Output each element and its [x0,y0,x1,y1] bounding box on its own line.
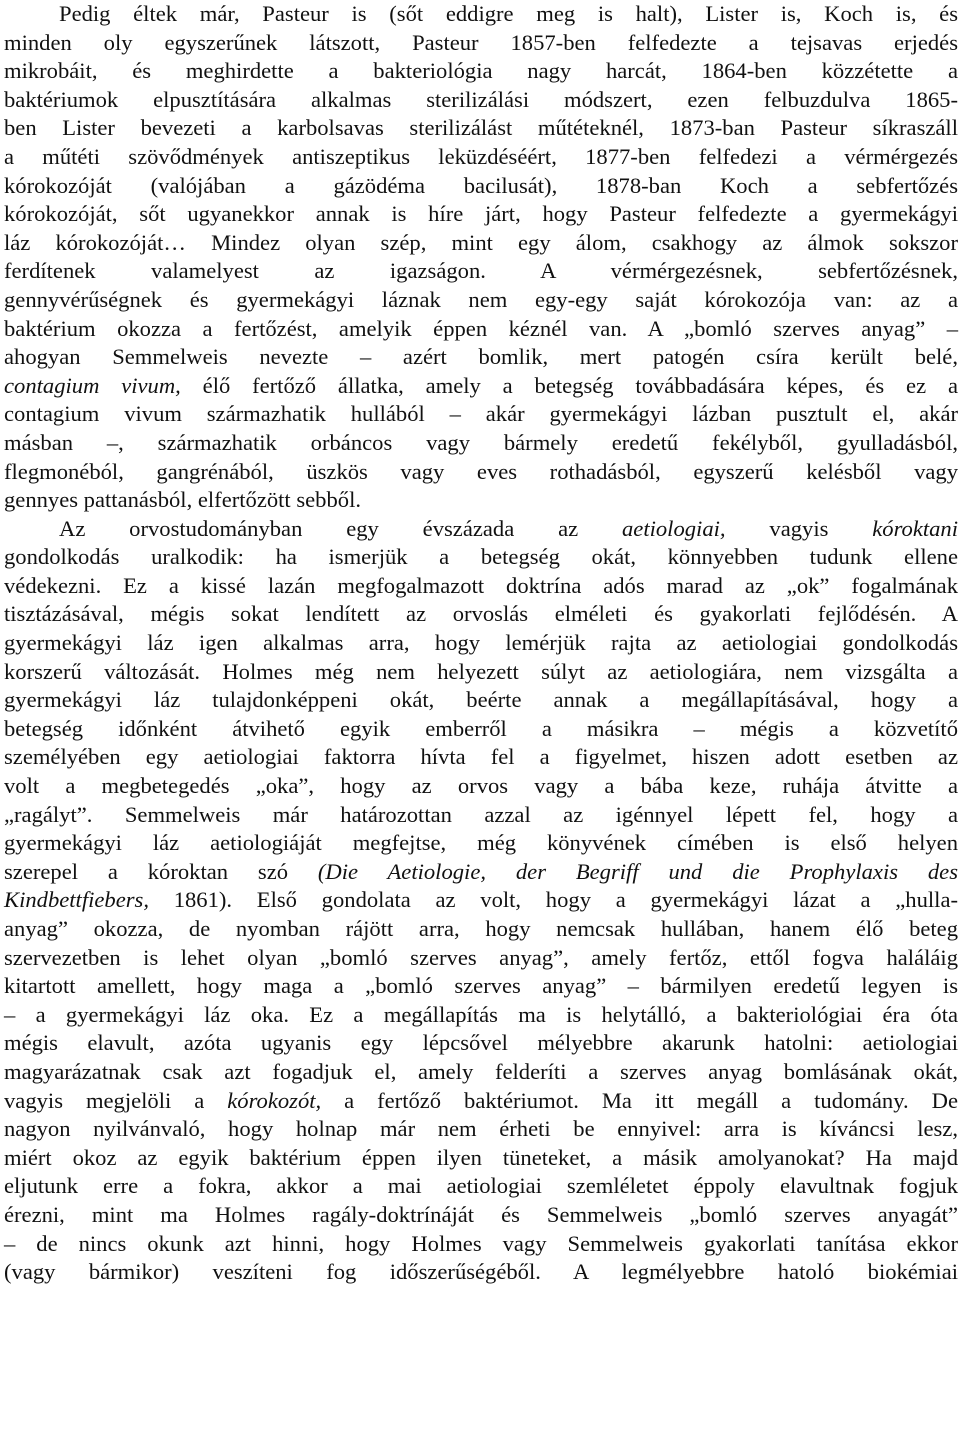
line-text: flegmonéból, gangrénából, üszkös vagy eves rothadásból, egyszerű kelésből vagy [4,458,958,484]
line-text: védekezni. Ez a kissé lazán megfogalmazott doktrína adós marad az „ok” fogalmának [4,572,958,598]
text-line [4,57,958,86]
line-text: szervezetben is lehet olyan „bomló szerves anyag”, amely fertőz, ettől fogva haláláig [4,944,958,970]
line-text: contagium vivum származhatik hullából – akár gyermekágyi lázban pusztult el, akár [4,401,958,427]
text-line [4,886,958,915]
text-line [4,1201,958,1230]
text-line [4,801,958,830]
text-line [4,257,958,286]
line-text: gyermekágyi láz igen alkalmas arra, hogy lemérjük rajta az aetiologiai gondolkodás [4,630,958,656]
text-line [4,1058,958,1087]
text-line [4,29,958,58]
italic-text: aetiologiai, [622,515,726,541]
line-text: korszerű változását. Holmes még nem helyezett súlyt az aetiologiára, nem vizsgálta a [4,658,958,684]
text-line [4,1115,958,1144]
italic-text: Kindbettfiebers, [4,887,149,913]
line-text: (vagy bármikor) veszíteni fog időszerűségéből. A legmélyebbre hatoló biokémiai [4,1259,958,1285]
line-text: a fertőző baktériumot. Ma itt megáll a tudomány. De [321,1087,959,1113]
text-line [4,0,958,29]
text-line [4,743,958,772]
line-text: ferdítenek valamelyest az igazságon. A vérmérgezésnek, sebfertőzésnek, [4,258,958,284]
line-text: anyag” okozza, de nyomban rájött arra, hogy nemcsak hullában, hanem élő beteg [4,916,958,941]
line-text: kitartott amellett, hogy maga a „bomló szerves anyag” – bármilyen eredetű legyen is [4,973,958,999]
line-text: személyében egy aetiologiai faktorra hívta fel a figyelmet, hiszen adott esetben az [4,744,958,770]
text-line [4,1087,958,1116]
line-text: 1861). Első gondolata az volt, hogy a gyermekágyi lázat a „hulla- [148,887,958,913]
line-text: ahogyan Semmelweis nevezte – azért bomlik, mert patogén csíra került belé, [4,344,958,370]
text-line [4,1144,958,1173]
line-text: gennyes pattanásból, elfertőzött sebből. [4,487,361,513]
line-text: tisztázásával, mégis sokat lendített az orvoslás elméleti és gyakorlati fejlődésén. A [4,601,958,627]
text-line [4,715,958,744]
line-text: szerepel a kóroktan szó [4,858,318,884]
line-text: kórokozóját, sőt ugyanekkor annak is híre járt, hogy Pasteur felfedezte a gyermekágyi [4,201,958,227]
italic-text: kóroktani [872,515,959,541]
text-line [4,1029,958,1058]
line-text: vagyis [725,515,873,541]
line-text: gyermekágyi láz aetiologiáját megfejtse, még könyvének címében is első helyen [4,830,958,856]
text-line [4,429,958,458]
line-text: baktérium okozza a fertőzést, amelyik éppen kéznél van. A „bomló szerves anyag” – [4,315,958,341]
line-text: Az orvostudományban egy évszázada az [59,515,622,541]
text-line [4,515,958,544]
text-line [4,658,958,687]
text-line [4,343,958,372]
line-text: baktériumok elpusztítására alkalmas sterilizálási módszert, ezen felbuzdulva 1865- [4,86,958,112]
line-text: magyarázatnak csak azt fogadjuk el, amely felderíti a szerves anyag bomlásának okát, [4,1058,958,1084]
line-text: Pedig éltek már, Pasteur is (sőt eddigre meg is halt), Lister is, Koch is, és [59,1,958,26]
line-text: élő fertőző állatka, amely a betegség továbbadására képes, és ez a [180,372,958,398]
text-line [4,915,958,944]
line-text: eljutunk erre a fokra, akkor a mai aetiologiai szemléletet éppoly elavultnak fogjuk [4,1173,958,1199]
line-text: vagyis megjelöli a [4,1087,228,1113]
text-line [4,172,958,201]
text-line [4,1258,958,1287]
text-line [4,972,958,1001]
line-text: gennyvérűségnek és gyermekágyi láznak nem egy-egy saját kórokozója van: az a [4,286,958,312]
italic-text: (Die Aetiologie, der Begriff und die Prophylaxis des [317,858,958,884]
line-text: láz kórokozóját… Mindez olyan szép, mint egy álom, csakhogy az álmok sokszor [4,229,958,255]
text-line [4,686,958,715]
text-line [4,400,958,429]
text-line [4,1001,958,1030]
line-text: érezni, mint ma Holmes ragály-doktrínáját és Semmelweis „bomló szerves anyagát” [4,1201,958,1227]
line-text: kórokozóját (valójában a gázödéma bacilusát), 1878-ban Koch a sebfertőzés [4,172,958,198]
line-text: gondolkodás uralkodik: ha ismerjük a betegség okát, könnyebben tudunk ellene [4,544,958,570]
text-line [4,372,958,401]
line-text: betegség időnként átvihető egyik emberről a másikra – mégis a közvetítő [4,715,958,741]
line-text: minden oly egyszerűnek látszott, Pasteur 1857-ben felfedezte a tejsavas erjedés [4,29,958,55]
text-line [4,486,958,515]
text-line [4,600,958,629]
text-line [4,114,958,143]
line-text: „ragályt”. Semmelweis már határozottan azzal az igénnyel lépett fel, hogy a [4,801,958,827]
text-line [4,543,958,572]
line-text: – a gyermekágyi láz oka. Ez a megállapítás ma is helytálló, a bakteriológiai éra óta [4,1001,958,1027]
line-text: miért okoz az egyik baktérium éppen ilyen tüneteket, a másik amolyanokat? Ha majd [4,1144,958,1170]
text-line [4,143,958,172]
text-line [4,1172,958,1201]
text-line [4,829,958,858]
line-text: mégis elavult, azóta ugyanis egy lépcsővel mélyebbre akarunk hatolni: aetiologiai [4,1030,958,1056]
text-line [4,572,958,601]
text-line [4,944,958,973]
text-line [4,286,958,315]
line-text: mikrobáit, és meghirdette a bakteriológia nagy harcát, 1864-ben közzétette a [4,58,958,84]
text-line [4,200,958,229]
text-line [4,1230,958,1259]
line-text: – de nincs okunk azt hinni, hogy Holmes vagy Semmelweis gyakorlati tanítása ekkor [4,1230,958,1256]
line-text: nagyon nyilvánvaló, hogy holnap már nem érheti be ennyivel: arra is kíváncsi lesz, [4,1116,958,1142]
text-line [4,772,958,801]
line-text: gyermekágyi láz tulajdonképpeni okát, beérte annak a megállapításával, hogy a [4,687,958,713]
text-line [4,458,958,487]
text-line [4,315,958,344]
italic-text: contagium vivum, [4,372,181,398]
line-text: ben Lister bevezeti a karbolsavas sterilizálást műtéteknél, 1873-ban Pasteur síkraszáll [4,115,958,141]
text-line [4,858,958,887]
line-text: másban –, származhatik orbáncos vagy bármely eredetű fekélyből, gyulladásból, [4,429,958,455]
line-text: volt a megbetegedés „oka”, hogy az orvos vagy a bába keze, ruhája átvitte a [4,773,958,799]
text-line [4,629,958,658]
line-text: a műtéti szövődmények antiszeptikus leküzdéséért, 1877-ben felfedezi a vérmérgezés [4,143,958,169]
text-line [4,86,958,115]
text-line [4,229,958,258]
italic-text: kórokozót, [227,1087,322,1113]
